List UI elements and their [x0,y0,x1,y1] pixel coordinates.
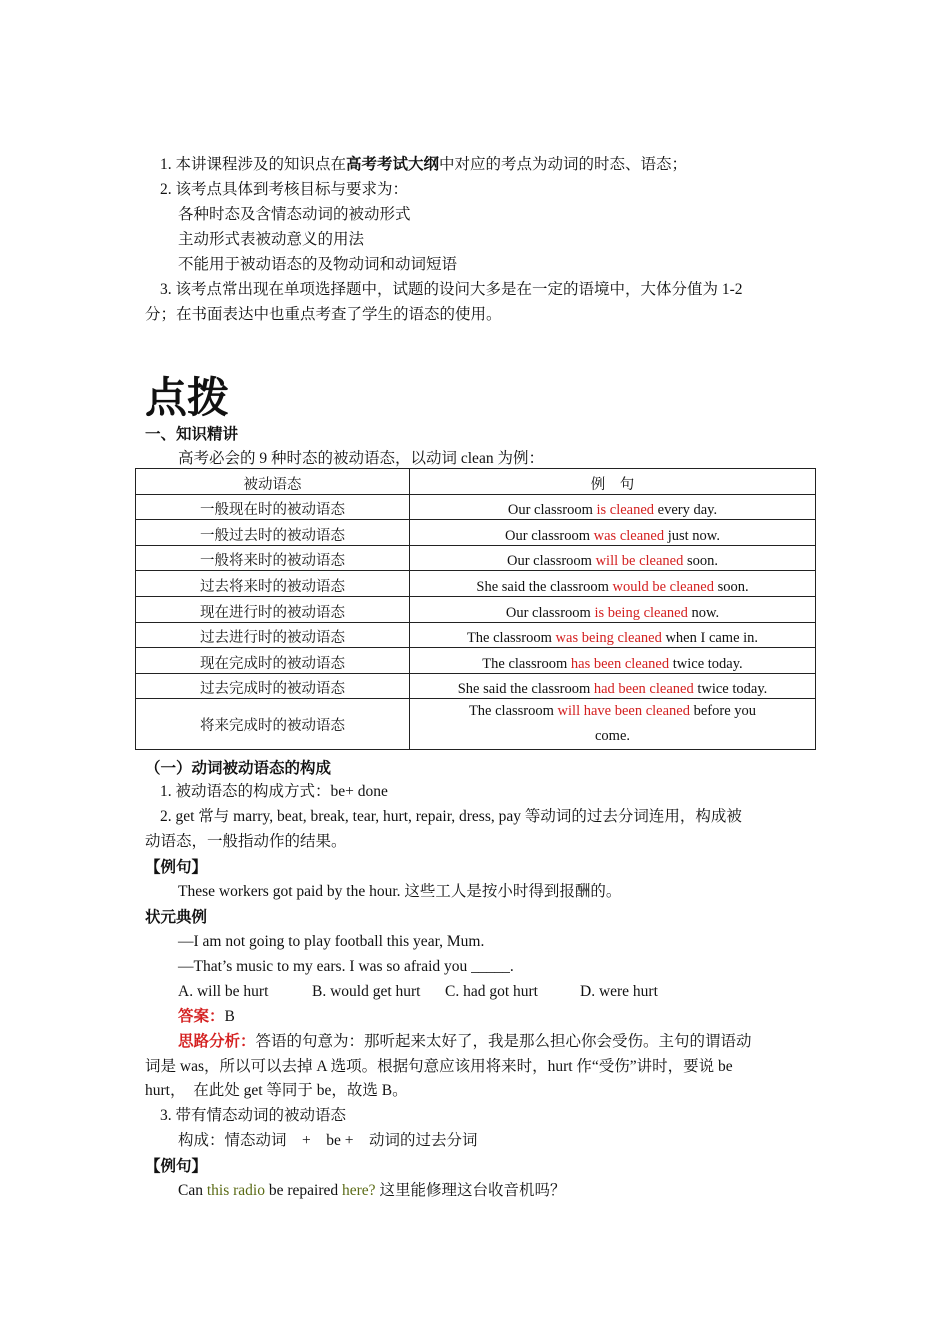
intro-point-3-cont: 分；在书面表达中也重点考查了学生的语态的使用。 [145,306,502,323]
part1-point-1: 1. 被动语态的构成方式：be+ done [160,783,388,800]
intro-point-2b: 主动形式表被动意义的用法 [178,231,365,248]
verb-highlight: has been cleaned [570,655,670,672]
section-big-title: 点拨 [145,373,230,422]
subject-highlight: this radio [206,1182,265,1199]
option-b: B. would get hurt [312,983,421,1000]
modal-passive-formula: 构成：情态动词 + be + 动词的过去分词 [178,1132,478,1149]
example-label: 【例句】 [145,858,208,876]
intro-point-2a: 各种时态及含情态动词的被动形式 [178,206,411,223]
answer-line [178,1007,235,1027]
part1-point-3: 3. 带有情态动词的被动语态 [160,1107,347,1124]
example-label-2: 【例句】 [145,1157,208,1175]
answer-label: 答案： [178,1008,225,1025]
tense-cell: 一般现在时的被动语态 [136,494,410,520]
header-example: 例 句 [410,469,816,495]
tense-cell: 现在完成时的被动语态 [136,648,410,674]
analysis-text: 答语的句意为：那听起来太好了，我是那么担心你会受伤。主句的谓语动 [255,1033,752,1050]
intro-point-2: 2. 该考点具体到考核目标与要求为： [160,181,409,198]
example-cell: She said the classroom had been cleaned twice today. [410,673,816,699]
example-cell: Our classroom is cleaned every day. [410,494,816,520]
example-cell: She said the classroom would be cleaned soon. [410,571,816,597]
table-row [136,648,816,674]
answer-value: B [224,1008,235,1025]
example-cell: Our classroom was cleaned just now. [410,520,816,546]
option-c: C. had got hurt [445,983,538,1000]
intro-point-3: 3. 该考点常出现在单项选择题中，试题的设问大多是在一定的语境中，大体分值为 1-2 [160,281,743,298]
example-cell-continuation: come. [594,728,631,745]
table-row [136,699,816,750]
part1-point-2: 2. get 常与 marry, beat, break, tear, hurt, repair, dress, pay 等动词的过去分词连用，构成被 [160,808,742,825]
passive-voice-table [135,468,816,750]
part1-point-2-cont: 动语态，一般指动作的结果。 [145,833,347,850]
tense-cell: 过去将来时的被动语态 [136,571,410,597]
intro-point-1-tail: 中对应的考点为动词的时态、语态； [439,156,688,173]
syllabus-emphasis: 高考考试大纲 [346,156,440,173]
question-line-2: —That’s music to my ears. I was so afraid you _____. [178,958,514,975]
typical-example-label: 状元典例 [145,908,208,926]
table-row [136,571,816,597]
analysis-line-3: hurt， 在此处 get 等同于 be，故选 B。 [145,1082,408,1099]
intro-point-1-text: 1. 本讲课程涉及的知识点在 [160,156,347,173]
example-cell: Our classroom will be cleaned soon. [410,545,816,571]
table-row [136,622,816,648]
verb-highlight: had been cleaned [593,681,694,698]
example-cell: The classroom has been cleaned twice today. [410,648,816,674]
tense-cell: 将来完成时的被动语态 [136,699,410,750]
example-cell: Our classroom is being cleaned now. [410,596,816,622]
analysis-line-2: 词是 was，所以可以去掉 A 选项。根据句意应该用将来时，hurt 作“受伤”讲时，要说 be [145,1058,733,1075]
table-header-row [136,469,816,495]
table-lead-text: 高考必会的 9 种时态的被动语态，以动词 clean 为例： [178,450,544,467]
example-sentence: These workers got paid by the hour. 这些工人是按小时得到报酬的。 [178,883,622,900]
analysis-label: 思路分析： [178,1033,256,1050]
tense-cell: 过去进行时的被动语态 [136,622,410,648]
verb-highlight: would be cleaned [612,578,714,595]
table-row [136,520,816,546]
intro-point-2c: 不能用于被动语态的及物动词和动词短语 [178,256,458,273]
table-row [136,673,816,699]
verb-highlight: is cleaned [596,502,655,519]
option-d: D. were hurt [580,983,658,1000]
question-line-1: —I am not going to play football this year, Mum. [178,933,485,950]
intro-point-1 [160,155,687,175]
tense-cell: 过去完成时的被动语态 [136,673,410,699]
analysis-line-1 [178,1032,752,1052]
verb-highlight: will have been cleaned [557,703,690,720]
verb-highlight: was cleaned [593,527,665,544]
option-a: A. will be hurt [178,983,269,1000]
place-highlight: here? [342,1182,376,1199]
section-heading-knowledge: 一、知识精讲 [145,425,239,443]
table-row [136,494,816,520]
table-row [136,596,816,622]
part1-heading: （一）动词被动语态的构成 [145,759,332,777]
example-sentence-2: Can this radio be repaired here? 这里能修理这台收音机吗？ [178,1182,566,1199]
verb-highlight: will be cleaned [595,553,684,570]
tense-cell: 一般过去时的被动语态 [136,520,410,546]
example-cell: The classroom will have been cleaned before you come. [410,699,816,750]
tense-cell: 一般将来时的被动语态 [136,545,410,571]
verb-highlight: was being cleaned [555,630,662,647]
example-cell: The classroom was being cleaned when I came in. [410,622,816,648]
header-voice: 被动语态 [136,469,410,495]
table-row [136,545,816,571]
verb-highlight: is being cleaned [594,604,688,621]
tense-cell: 现在进行时的被动语态 [136,596,410,622]
